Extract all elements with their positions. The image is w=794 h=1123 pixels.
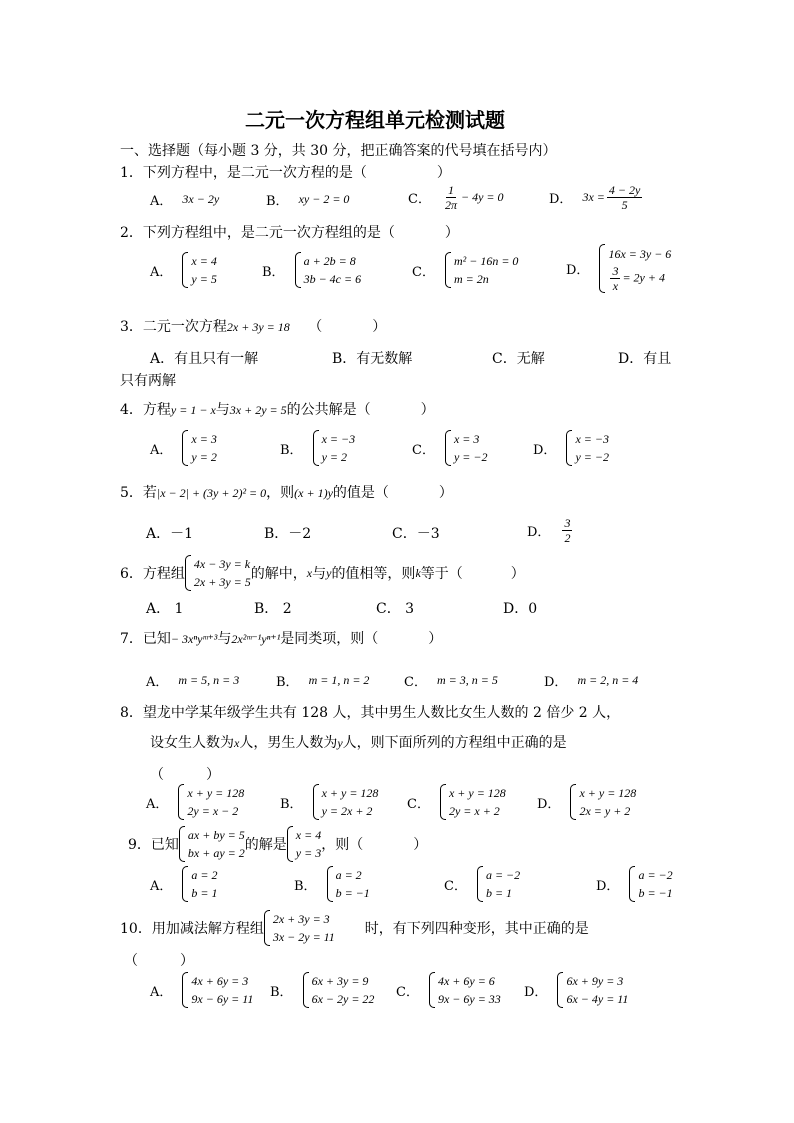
eq-line: 9x − 6y = 11 — [191, 992, 254, 1006]
equation-system — [303, 972, 375, 1008]
equation-system — [185, 555, 251, 591]
eq-line: y = 2x + 2 — [321, 804, 373, 818]
eq-line: a = −2 — [485, 868, 521, 882]
eq-line: m² − 16n = 0 — [453, 254, 519, 268]
q5-stem-text: 的值是（ — [332, 485, 389, 501]
eq-line: x = 3 — [191, 432, 217, 446]
eq-line: 2y = x + 2 — [448, 804, 500, 818]
q3-option-d[interactable]: D．有且 — [618, 351, 672, 367]
brace-icon — [182, 430, 188, 466]
eq-line: x + y = 128 — [321, 786, 379, 800]
option-label: A． — [150, 264, 173, 280]
brace-icon — [570, 784, 576, 820]
numerator: 3 — [564, 516, 571, 530]
question-2-stem — [120, 222, 459, 242]
q6-stem-text: 的值相等，则 — [331, 566, 416, 582]
q4-close: ） — [420, 402, 435, 418]
q6-stem-text: 的解中， — [250, 566, 307, 582]
q1-option-b[interactable] — [266, 190, 349, 209]
brace-icon — [287, 826, 293, 862]
eq-line: a = −2 — [638, 868, 673, 882]
denominator: 2 — [564, 531, 571, 545]
option-label: C． — [412, 264, 435, 280]
q9-stem-text: 的解是 — [244, 837, 287, 853]
equation-system — [179, 826, 245, 862]
brace-icon — [629, 866, 635, 902]
var-y: y — [326, 565, 332, 580]
eq-line: y = 5 — [191, 272, 217, 286]
q1-option-c[interactable] — [408, 183, 504, 212]
q6-option-d[interactable]: D．0 — [503, 601, 538, 617]
option-label: C． — [396, 984, 419, 1000]
q4-option-a[interactable] — [150, 430, 217, 466]
q9-close: ） — [413, 837, 428, 853]
option-expr: m = 2, n = 4 — [577, 673, 639, 687]
q6-option-c[interactable]: C． 3 — [376, 601, 415, 617]
denominator: 5 — [621, 198, 628, 212]
var-y: y — [337, 736, 343, 750]
q7-term1: − 3xⁿyᵐ⁺³ — [170, 632, 218, 646]
q8-stem-text: 人，则下面所列的方程组中正确的是 — [342, 735, 567, 751]
q2-option-c[interactable] — [412, 252, 518, 288]
eq-line — [608, 264, 671, 293]
brace-icon — [445, 252, 451, 288]
q9-option-a[interactable] — [150, 866, 218, 902]
brace-icon — [295, 252, 301, 288]
q4-stem-text: 与 — [215, 402, 230, 418]
q2-stem-text: 2．下列方程组中，是二元一次方程组的是（ — [120, 225, 395, 241]
eq-line: ax + by = 5 — [187, 828, 245, 842]
q5-expression: (x + 1)y — [294, 486, 333, 500]
fraction — [607, 183, 642, 212]
eq-line: y = 2 — [321, 450, 347, 464]
eq-line: x + y = 128 — [448, 786, 506, 800]
q8-option-b[interactable] — [280, 784, 378, 820]
q9-stem-text: 9．已知 — [128, 837, 179, 853]
q2-close: ） — [444, 225, 459, 241]
eq-line: 2x + 3y = 5 — [193, 575, 251, 589]
q10-answer-paren[interactable]: （ ） — [124, 953, 194, 969]
q3-close: ） — [372, 319, 387, 335]
q6-stem-text: 与 — [312, 566, 327, 582]
option-label: B． — [280, 442, 303, 458]
eq-line: 6x + 9y = 3 — [566, 974, 624, 988]
eq-line: a = 2 — [335, 868, 362, 882]
equation-system — [182, 430, 216, 466]
denominator: 2π — [444, 198, 457, 212]
brace-icon — [440, 784, 446, 820]
q5-option-b[interactable]: B．－2 — [264, 526, 312, 542]
option-expr: m = 3, n = 5 — [436, 673, 498, 687]
option-label: C． — [404, 675, 427, 690]
q3-open: （ — [308, 319, 323, 335]
option-label: D． — [596, 878, 620, 894]
option-expr: 3x − 2y — [182, 192, 220, 206]
q4-option-b[interactable] — [280, 430, 355, 466]
option-label: D． — [527, 525, 551, 540]
eq-line: a = 2 — [191, 868, 218, 882]
eq-line: m = 2n — [453, 272, 489, 286]
q6-stem-text: 等于（ — [420, 566, 463, 582]
option-label: B． — [270, 984, 293, 1000]
q4-stem-text: 4．方程 — [120, 402, 171, 418]
option-expr: xy − 2 = 0 — [298, 192, 350, 206]
q3-option-a[interactable]: A．有且只有一解 — [150, 351, 259, 367]
question-6-stem — [120, 555, 525, 591]
eq-line: a + 2b = 8 — [303, 254, 356, 268]
var-x: x — [306, 565, 313, 580]
eq-line: b = −1 — [335, 886, 370, 900]
brace-icon — [182, 252, 188, 288]
q4-option-c[interactable] — [412, 430, 487, 466]
brace-icon — [313, 430, 319, 466]
numerator: 4 − 2y — [608, 183, 641, 197]
eq-line: 2x = y + 2 — [579, 804, 631, 818]
eq-line: x = 4 — [191, 254, 217, 268]
brace-icon — [313, 784, 319, 820]
question-3-stem — [120, 316, 386, 336]
q2-option-a[interactable] — [150, 252, 217, 288]
option-label: A． — [150, 194, 173, 209]
section-heading: 一、选择题（每小题 3 分，共 30 分，把正确答案的代号填在括号内） — [120, 143, 557, 159]
brace-icon — [445, 430, 451, 466]
equation-system — [313, 430, 356, 466]
equation-system — [445, 252, 518, 288]
q4-eq1: y = 1 − x — [170, 403, 216, 417]
q6-option-b[interactable]: B． 2 — [254, 601, 292, 617]
fraction — [443, 183, 459, 212]
question-5-stem — [120, 482, 453, 502]
eq-line: x = −3 — [321, 432, 356, 446]
q7-option-a[interactable] — [146, 671, 239, 690]
equation-system — [313, 784, 379, 820]
question-1-stem — [120, 162, 451, 182]
eq-line: 3x − 2y = 11 — [272, 930, 335, 944]
q6-stem-text: 6．方程组 — [120, 566, 185, 582]
equation-system — [557, 972, 628, 1008]
q7-stem-text: 是同类项，则（ — [280, 631, 379, 647]
option-label: D． — [537, 796, 561, 812]
eq-line: 6x − 4y = 11 — [566, 992, 629, 1006]
eq-rest: = 2y + 4 — [622, 270, 665, 285]
page-title: 二元一次方程组单元检测试题 — [245, 108, 505, 132]
q7-term2: 2x²ᵐ⁻¹yⁿ⁺¹ — [231, 632, 281, 646]
option-expr: − 4y = 0 — [460, 190, 504, 204]
eq-line: b = 1 — [485, 886, 513, 900]
option-label: C． — [444, 878, 467, 894]
equation-system — [440, 784, 506, 820]
q3-equation: 2x + 3y = 18 — [226, 320, 290, 334]
equation-system — [182, 866, 217, 902]
q8-stem-text: 人，男生人数为 — [239, 735, 338, 751]
option-label: B． — [280, 796, 303, 812]
brace-icon — [182, 972, 188, 1008]
q3-option-b[interactable]: B．有无数解 — [332, 351, 413, 367]
q10-stem-text: 时，有下列四种变形，其中正确的是 — [364, 921, 589, 937]
numerator: 3 — [612, 264, 619, 278]
question-8-stem-line1: 8．望龙中学某年级学生共有 128 人，其中男生人数比女生人数的 2 倍少 2 人， — [120, 705, 621, 721]
option-label: D． — [566, 263, 590, 278]
q8-answer-paren[interactable]: （ ） — [150, 767, 220, 783]
option-expr: 3x = — [582, 190, 605, 204]
q2-option-b[interactable] — [262, 252, 361, 288]
brace-icon — [477, 866, 483, 902]
equation-system — [570, 784, 636, 820]
eq-line: 6x − 2y = 22 — [311, 992, 375, 1006]
q5-stem-text: ，则 — [266, 485, 295, 501]
option-label: D． — [544, 675, 568, 690]
brace-icon — [264, 910, 270, 946]
brace-icon — [429, 972, 435, 1008]
equation-system — [182, 972, 253, 1008]
option-label: A． — [146, 675, 169, 690]
question-7-stem — [120, 628, 442, 648]
eq-line: 3b − 4c = 6 — [303, 272, 362, 286]
q10-option-b[interactable] — [270, 972, 374, 1008]
option-label: A． — [146, 796, 169, 812]
option-label: D． — [549, 192, 573, 207]
eq-line: 4x − 3y = k — [193, 557, 251, 571]
q7-stem-text: 7．已知 — [120, 631, 171, 647]
question-10-stem — [120, 910, 589, 946]
q10-option-c[interactable] — [396, 972, 501, 1008]
eq-line: 2x + 3y = 3 — [272, 912, 330, 926]
eq-line: x + y = 128 — [579, 786, 637, 800]
equation-system — [295, 252, 362, 288]
q10-option-a[interactable] — [150, 972, 253, 1008]
q9-option-c[interactable] — [444, 866, 520, 902]
option-label: D． — [533, 442, 557, 458]
q5-option-c[interactable]: C．－3 — [392, 526, 440, 542]
q3-stem-text: 3．二元一次方程 — [120, 319, 227, 335]
brace-icon — [557, 972, 563, 1008]
q3-option-d-cont: 只有两解 — [120, 373, 176, 389]
eq-line: x + y = 128 — [187, 786, 245, 800]
option-expr: m = 1, n = 2 — [308, 673, 370, 687]
fraction — [562, 516, 572, 545]
equation-system — [599, 244, 671, 293]
q7-option-b[interactable] — [276, 671, 369, 690]
brace-icon — [566, 430, 572, 466]
equation-system — [629, 866, 672, 902]
eq-line: 4x + 6y = 3 — [191, 974, 249, 988]
eq-line: b = −1 — [638, 886, 673, 900]
question-4-stem — [120, 399, 435, 419]
equation-system — [264, 910, 335, 946]
brace-icon — [599, 244, 605, 293]
q9-option-b[interactable] — [294, 866, 370, 902]
q8-option-d[interactable] — [537, 784, 636, 820]
eq-line: x = 4 — [295, 828, 322, 842]
numerator: 1 — [447, 183, 454, 197]
q5-equation: |x − 2| + (3y + 2)² = 0 — [156, 486, 267, 500]
q10-option-d[interactable] — [524, 972, 628, 1008]
eq-line: bx + ay = 2 — [187, 846, 245, 860]
eq-line: b = 1 — [191, 886, 218, 900]
q4-eq2: 3x + 2y = 5 — [229, 403, 287, 417]
q10-stem-text: 10．用加减法解方程组 — [120, 921, 264, 937]
option-label: D． — [524, 984, 548, 1000]
brace-icon — [327, 866, 333, 902]
q2-option-d[interactable] — [566, 244, 671, 293]
q4-stem-text: 的公共解是（ — [286, 402, 371, 418]
brace-icon — [178, 784, 184, 820]
q1-option-d[interactable] — [549, 183, 644, 212]
option-expr: m = 5, n = 3 — [178, 673, 240, 687]
denominator: x — [612, 279, 619, 293]
option-label: C． — [412, 442, 435, 458]
q1-stem-text: 1．下列方程中，是二元一次方程的是（ — [120, 165, 367, 181]
q8-option-c[interactable] — [407, 784, 506, 820]
q1-option-a[interactable] — [150, 190, 219, 209]
option-label: B． — [294, 878, 317, 894]
q1-close: ） — [436, 165, 451, 181]
equation-system — [477, 866, 520, 902]
option-label: B． — [262, 264, 285, 280]
eq-line: x = 3 — [453, 432, 480, 446]
q5-close: ） — [438, 485, 453, 501]
brace-icon — [179, 826, 185, 862]
q9-stem-text: ，则（ — [321, 837, 364, 853]
brace-icon — [182, 866, 188, 902]
option-label: A． — [150, 984, 173, 1000]
q5-stem-text: 5．若 — [120, 485, 157, 501]
eq-line: x = −3 — [575, 432, 609, 446]
question-9-stem — [128, 826, 427, 862]
eq-line: y = −2 — [453, 450, 488, 464]
equation-system — [182, 252, 216, 288]
eq-line: 4x + 6y = 6 — [437, 974, 495, 988]
q8-option-a[interactable] — [146, 784, 244, 820]
option-label: C． — [407, 796, 430, 812]
q7-option-c[interactable] — [404, 671, 498, 690]
q3-option-c[interactable]: C．无解 — [492, 351, 545, 367]
brace-icon — [303, 972, 309, 1008]
q9-option-d[interactable] — [596, 866, 673, 902]
solution-system — [287, 826, 321, 862]
var-x: x — [234, 736, 240, 750]
q5-option-d[interactable] — [527, 516, 574, 545]
eq-line: 9x − 6y = 33 — [437, 992, 501, 1006]
q5-option-a[interactable]: A．－1 — [146, 526, 194, 542]
eq-line: 6x + 3y = 9 — [311, 974, 369, 988]
option-label: B． — [276, 675, 299, 690]
q4-option-d[interactable] — [533, 430, 609, 466]
q6-close: ） — [510, 566, 525, 582]
option-label: C． — [408, 192, 431, 207]
option-label: A． — [150, 442, 173, 458]
option-label: B． — [266, 194, 289, 209]
equation-system — [178, 784, 244, 820]
question-8-stem-line2 — [150, 732, 567, 752]
equation-system — [429, 972, 501, 1008]
equation-system — [445, 430, 488, 466]
eq-line: y = 3 — [295, 846, 322, 860]
fraction — [610, 264, 620, 293]
eq-line: 16x = 3y − 6 — [608, 247, 672, 261]
brace-icon — [185, 555, 191, 591]
q7-option-d[interactable] — [544, 671, 638, 690]
equation-system — [327, 866, 370, 902]
q7-stem-text: 与 — [217, 631, 232, 647]
option-label: A． — [150, 878, 173, 894]
eq-line: 2y = x − 2 — [187, 804, 239, 818]
q6-option-a[interactable]: A． 1 — [146, 601, 184, 617]
var-k: k — [415, 565, 421, 580]
equation-system — [566, 430, 609, 466]
eq-line: y = 2 — [191, 450, 217, 464]
q7-close: ） — [428, 631, 443, 647]
q8-stem-text: 设女生人数为 — [150, 735, 234, 751]
eq-line: y = −2 — [575, 450, 609, 464]
